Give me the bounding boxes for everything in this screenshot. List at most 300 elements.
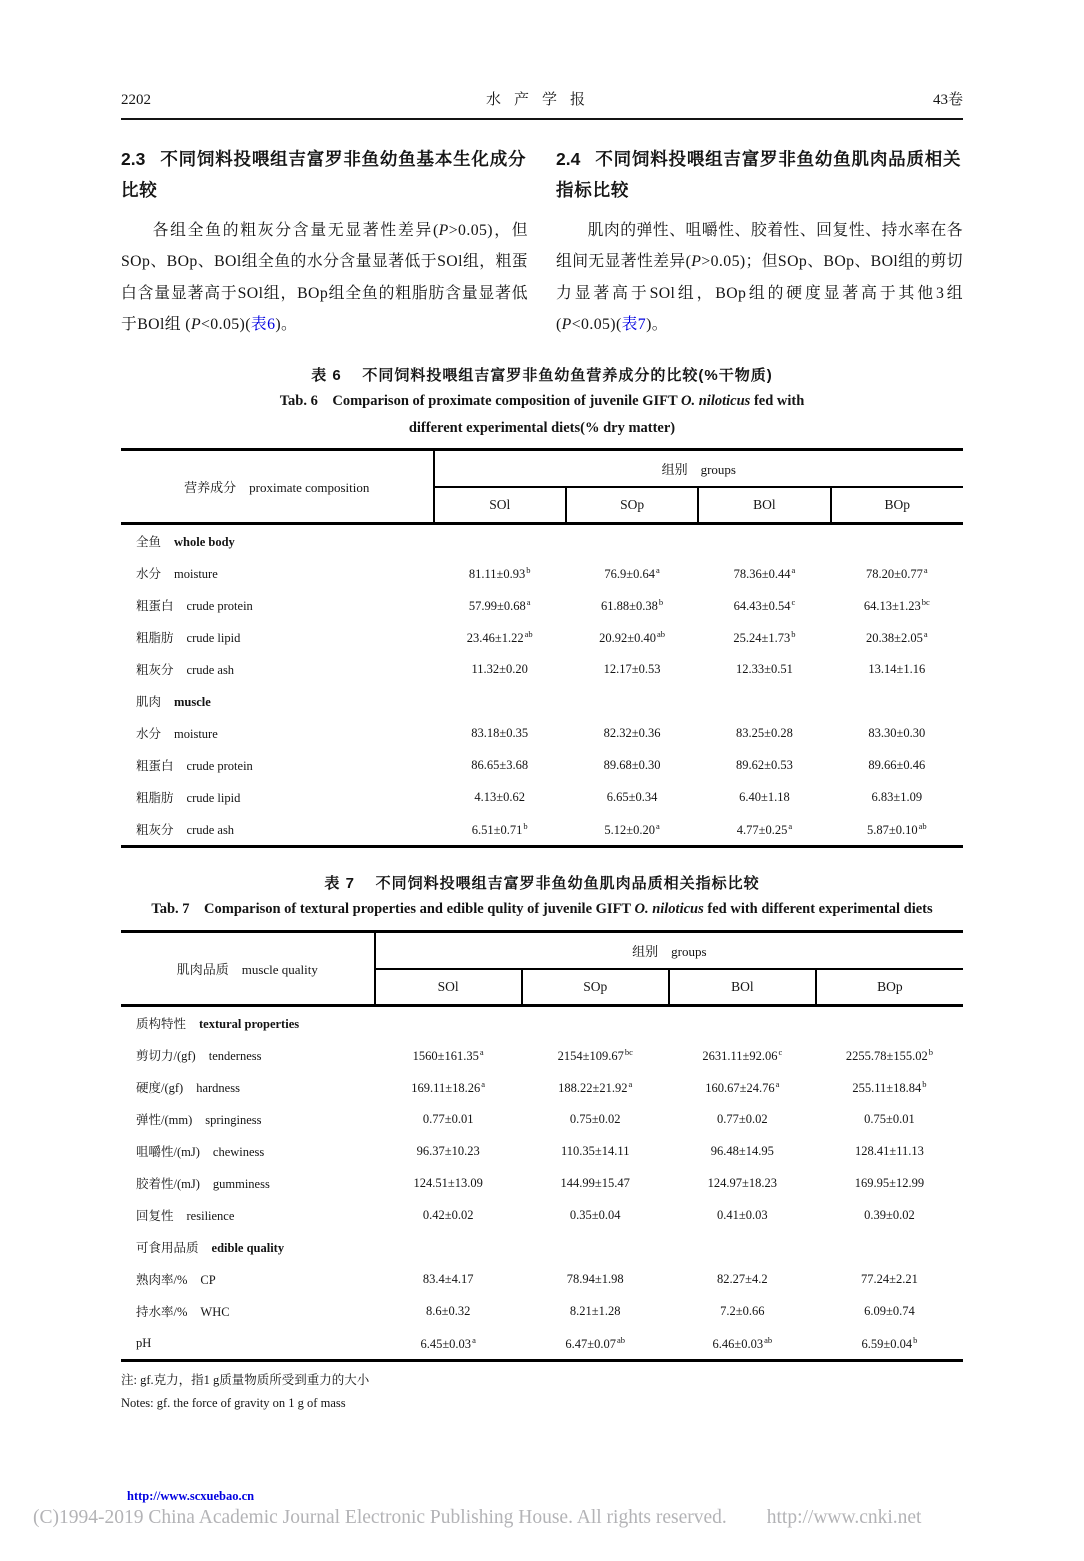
label-text: 25.24±1.73 bbox=[733, 630, 791, 645]
table-row bbox=[121, 781, 963, 813]
text-run: fed with bbox=[750, 392, 805, 409]
label-text: crude lipid bbox=[186, 791, 241, 806]
significance-superscript: b bbox=[791, 628, 796, 639]
label-text: proximate composition bbox=[249, 480, 370, 496]
cell-value bbox=[669, 1071, 816, 1103]
label-text: 12.17±0.53 bbox=[603, 661, 661, 676]
label-text: 6.40±1.18 bbox=[739, 789, 790, 804]
label-text: 20.92±0.40 bbox=[599, 630, 656, 645]
label-text: 83.25±0.28 bbox=[735, 725, 793, 740]
significance-superscript: a bbox=[472, 1334, 476, 1345]
column-header-BOl: BOl bbox=[669, 969, 816, 1006]
table-ref-link[interactable]: 表6 bbox=[250, 315, 276, 333]
row-label bbox=[121, 1295, 375, 1327]
label-text: 硬度/(gf) bbox=[136, 1081, 184, 1096]
label-text: 160.67±24.76 bbox=[705, 1080, 775, 1095]
label-text: crude ash bbox=[186, 823, 235, 838]
label-text: 78.20±0.77 bbox=[865, 566, 923, 581]
row-label bbox=[121, 621, 434, 653]
label-text: crude lipid bbox=[186, 631, 241, 646]
significance-superscript: bc bbox=[921, 596, 930, 607]
label-text: 水分 bbox=[136, 567, 162, 582]
row-label bbox=[121, 1103, 375, 1135]
table7-caption-zh: 表 7 不同饲料投喂组吉富罗非鱼幼鱼肌肉品质相关指标比较 bbox=[324, 875, 760, 893]
cell-value bbox=[566, 653, 698, 685]
label-text: 组别 bbox=[632, 944, 659, 960]
section-title: 不同饲料投喂组吉富罗非鱼幼鱼肌肉品质相关指标比较 bbox=[556, 149, 962, 201]
journal-title: 水产学报 bbox=[485, 92, 598, 108]
section-paragraph bbox=[121, 215, 528, 339]
section-label bbox=[121, 524, 963, 558]
significance-superscript: a bbox=[791, 564, 796, 575]
label-text: 0.75±0.01 bbox=[864, 1111, 915, 1126]
table7-caption-en bbox=[121, 896, 963, 923]
cell-value bbox=[816, 1295, 963, 1327]
text-run: O. niloticus bbox=[681, 392, 751, 409]
significance-superscript: bc bbox=[624, 1046, 633, 1057]
text-run: <0.05)( bbox=[571, 315, 622, 333]
label-text: 5.87±0.10 bbox=[866, 822, 918, 837]
label-text: 肌肉品质 bbox=[176, 962, 229, 978]
section-row bbox=[121, 1231, 963, 1263]
column-header-BOp: BOp bbox=[816, 969, 963, 1006]
label-text: 255.11±18.84 bbox=[852, 1080, 922, 1095]
text-run: O. niloticus bbox=[634, 901, 704, 918]
label-text: 12.33±0.51 bbox=[735, 661, 793, 676]
row-label bbox=[121, 1071, 375, 1103]
cell-value bbox=[831, 589, 963, 621]
cell-value bbox=[434, 717, 566, 749]
label-text: 64.13±1.23 bbox=[863, 598, 921, 613]
label-text: groups bbox=[700, 462, 736, 478]
journal-url-link[interactable]: http://www.scxuebao.cn bbox=[127, 1489, 255, 1503]
table-row bbox=[121, 1295, 963, 1327]
column-header-SOp: SOp bbox=[566, 487, 698, 524]
label-text: 6.09±0.74 bbox=[864, 1303, 915, 1318]
text-run: Tab. 7 Comparison of textural properties and edible qulity of juvenile GIFT bbox=[151, 901, 635, 918]
label-text: 7.2±0.66 bbox=[720, 1303, 765, 1318]
table-row bbox=[121, 813, 963, 847]
label-text: 组别 bbox=[661, 462, 688, 478]
significance-superscript: ab bbox=[656, 628, 666, 639]
text-run: different experimental diets(% dry matter) bbox=[408, 419, 676, 436]
significance-superscript: a bbox=[481, 1078, 485, 1089]
table-row bbox=[121, 589, 963, 621]
cell-value bbox=[375, 1071, 522, 1103]
significance-superscript: a bbox=[923, 628, 928, 639]
column-header-BOl: BOl bbox=[698, 487, 830, 524]
label-text: springiness bbox=[205, 1113, 262, 1128]
label-text: 64.43±0.54 bbox=[733, 598, 791, 613]
significance-superscript: ab bbox=[617, 1334, 626, 1345]
copyright-watermark bbox=[33, 1507, 1053, 1529]
label-text: 124.51±13.09 bbox=[413, 1175, 483, 1190]
cell-value bbox=[831, 653, 963, 685]
muscle-quality-table bbox=[121, 930, 963, 1362]
row-label bbox=[121, 1135, 375, 1167]
label-text: muscle bbox=[174, 695, 211, 710]
label-text: chewiness bbox=[212, 1145, 265, 1160]
label-text: 粗灰分 bbox=[136, 663, 174, 678]
label-text: tenderness bbox=[208, 1049, 262, 1064]
table-row bbox=[121, 1039, 963, 1071]
row-label bbox=[121, 1167, 375, 1199]
row-label bbox=[121, 1327, 375, 1361]
label-text: 5.12±0.20 bbox=[604, 822, 655, 837]
label-text: 6.45±0.03 bbox=[420, 1336, 472, 1351]
label-text: 128.41±11.13 bbox=[854, 1143, 924, 1158]
section-row bbox=[121, 524, 963, 558]
label-text: edible quality bbox=[211, 1241, 285, 1256]
proximate-composition-table bbox=[121, 448, 963, 848]
stub-header bbox=[121, 932, 375, 1006]
cell-value bbox=[669, 1103, 816, 1135]
significance-superscript: b bbox=[913, 1334, 918, 1345]
cell-value bbox=[434, 781, 566, 813]
row-label bbox=[121, 781, 434, 813]
significance-superscript: a bbox=[788, 820, 793, 831]
label-text: 20.38±2.05 bbox=[865, 630, 923, 645]
cell-value bbox=[816, 1039, 963, 1071]
label-text: 89.66±0.46 bbox=[868, 757, 926, 772]
journal-page bbox=[0, 88, 1084, 1561]
label-text: CP bbox=[200, 1273, 216, 1288]
label-text: muscle quality bbox=[241, 962, 318, 978]
significance-superscript: a bbox=[479, 1046, 484, 1057]
section-label bbox=[121, 1006, 963, 1040]
label-text: 188.22±21.92 bbox=[558, 1080, 628, 1095]
label-text: 0.77±0.02 bbox=[717, 1111, 768, 1126]
cell-value bbox=[566, 589, 698, 621]
significance-superscript: b bbox=[526, 564, 531, 575]
label-text: 83.18±0.35 bbox=[471, 725, 529, 740]
label-text: 营养成分 bbox=[184, 480, 237, 496]
label-text: 2631.11±92.06 bbox=[702, 1048, 778, 1063]
label-text: 4.13±0.62 bbox=[474, 789, 526, 804]
table6-caption-zh: 表 6 不同饲料投喂组吉富罗非鱼幼鱼营养成分的比较(%干物质) bbox=[311, 366, 773, 384]
cell-value bbox=[816, 1135, 963, 1167]
text-run: Tab. 6 Comparison of proximate composition of juvenile GIFT bbox=[279, 392, 682, 409]
page-number: 2202 bbox=[121, 92, 151, 108]
label-text: whole body bbox=[174, 535, 235, 550]
groups-header bbox=[375, 932, 963, 970]
row-label bbox=[121, 1199, 375, 1231]
label-text: 169.95±12.99 bbox=[854, 1175, 925, 1190]
cell-value bbox=[816, 1263, 963, 1295]
label-text: 86.65±3.68 bbox=[471, 757, 529, 772]
cell-value bbox=[522, 1071, 669, 1103]
label-text: 78.36±0.44 bbox=[733, 566, 791, 581]
section-number: 2.3 bbox=[121, 149, 146, 169]
label-text: 169.11±18.26 bbox=[411, 1080, 481, 1095]
label-text: 89.62±0.53 bbox=[735, 757, 793, 772]
cell-value bbox=[831, 781, 963, 813]
label-text: hardness bbox=[196, 1081, 240, 1096]
row-label bbox=[121, 813, 434, 847]
table-ref-link[interactable]: 表7 bbox=[621, 315, 647, 333]
label-text: crude protein bbox=[186, 599, 253, 614]
label-text: 粗蛋白 bbox=[136, 759, 174, 774]
label-text: 6.65±0.34 bbox=[606, 789, 658, 804]
text-run: fed with different experimental diets bbox=[703, 901, 933, 918]
row-label bbox=[121, 749, 434, 781]
label-text: 粗蛋白 bbox=[136, 599, 174, 614]
label-text: 回复性 bbox=[136, 1209, 174, 1224]
two-column-body bbox=[121, 144, 963, 340]
label-text: 可食用品质 bbox=[136, 1241, 199, 1256]
label-text: 咀嚼性/(mJ) bbox=[136, 1145, 200, 1160]
label-text: 0.41±0.03 bbox=[717, 1207, 768, 1222]
cell-value bbox=[434, 621, 566, 653]
caption-line bbox=[121, 415, 963, 442]
section-number: 2.4 bbox=[556, 149, 581, 169]
significance-superscript: ab bbox=[764, 1334, 773, 1345]
label-text: 质构特性 bbox=[136, 1017, 187, 1032]
label-text: 0.39±0.02 bbox=[864, 1207, 915, 1222]
row-label bbox=[121, 653, 434, 685]
label-text: 78.94±1.98 bbox=[566, 1271, 624, 1286]
table-notes bbox=[121, 1369, 963, 1415]
significance-superscript: c bbox=[778, 1046, 783, 1057]
label-text: 胶着性/(mJ) bbox=[136, 1177, 200, 1192]
label-text: 0.35±0.04 bbox=[569, 1207, 621, 1222]
label-text: 124.97±18.23 bbox=[707, 1175, 778, 1190]
cell-value bbox=[698, 621, 830, 653]
cell-value bbox=[522, 1167, 669, 1199]
label-text: 4.77±0.25 bbox=[736, 822, 788, 837]
label-text: 13.14±1.16 bbox=[868, 661, 926, 676]
stub-header bbox=[121, 450, 434, 524]
label-text: 2255.78±155.02 bbox=[845, 1048, 928, 1063]
significance-superscript: ab bbox=[524, 628, 533, 639]
cell-value bbox=[522, 1199, 669, 1231]
cell-value bbox=[566, 813, 698, 847]
table-row bbox=[121, 1327, 963, 1361]
text-run: P bbox=[190, 315, 201, 333]
label-text: 23.46±1.22 bbox=[466, 630, 524, 645]
row-label bbox=[121, 1263, 375, 1295]
cell-value bbox=[375, 1103, 522, 1135]
significance-superscript: a bbox=[655, 564, 660, 575]
column-header-SOl: SOl bbox=[375, 969, 522, 1006]
table-row bbox=[121, 1167, 963, 1199]
label-text: 6.51±0.71 bbox=[471, 822, 523, 837]
label-text: 57.99±0.68 bbox=[468, 598, 526, 613]
label-text: 8.21±1.28 bbox=[569, 1303, 621, 1318]
cell-value bbox=[375, 1327, 522, 1361]
cell-value bbox=[522, 1295, 669, 1327]
label-text: 6.83±1.09 bbox=[871, 789, 923, 804]
label-text: 83.30±0.30 bbox=[868, 725, 926, 740]
cell-value bbox=[434, 653, 566, 685]
text-run: >0.05)；但SOp、BOp、BOl组的剪切力显著高于SOl组，BOp组的硬度显著高于其他3组( bbox=[556, 253, 963, 333]
label-text: 0.77±0.01 bbox=[422, 1111, 474, 1126]
text-run: 各组全鱼的粗灰分含量无显著性差异( bbox=[152, 222, 439, 240]
significance-superscript: b bbox=[658, 596, 664, 607]
significance-superscript: a bbox=[526, 596, 531, 607]
label-text: 肌肉 bbox=[136, 695, 162, 710]
significance-superscript: a bbox=[775, 1078, 780, 1089]
section-paragraph bbox=[556, 215, 963, 339]
significance-superscript: ab bbox=[918, 820, 927, 831]
note-zh: 注: gf.克力，指1 g质量物质所受到重力的大小 bbox=[121, 1373, 370, 1388]
row-label bbox=[121, 1039, 375, 1071]
label-text: 6.59±0.04 bbox=[861, 1336, 913, 1351]
cell-value bbox=[816, 1327, 963, 1361]
label-text: 粗灰分 bbox=[136, 823, 174, 838]
cell-value bbox=[816, 1103, 963, 1135]
table-row bbox=[121, 1199, 963, 1231]
table-row bbox=[121, 557, 963, 589]
cell-value bbox=[669, 1167, 816, 1199]
cell-value bbox=[375, 1199, 522, 1231]
label-text: 76.9±0.64 bbox=[604, 566, 655, 581]
section-row bbox=[121, 1006, 963, 1040]
table-row bbox=[121, 749, 963, 781]
significance-superscript: b bbox=[523, 820, 528, 831]
cell-value bbox=[669, 1263, 816, 1295]
note-en: Notes: gf. the force of gravity on 1 g of mass bbox=[121, 1396, 346, 1411]
label-text: 水分 bbox=[136, 727, 162, 742]
table6-caption-en bbox=[121, 388, 963, 442]
cell-value bbox=[375, 1135, 522, 1167]
cell-value bbox=[698, 717, 830, 749]
cell-value bbox=[566, 781, 698, 813]
cell-value bbox=[434, 589, 566, 621]
table-row bbox=[121, 1103, 963, 1135]
label-text: 96.48±14.95 bbox=[710, 1143, 774, 1158]
cell-value bbox=[698, 589, 830, 621]
cell-value bbox=[375, 1167, 522, 1199]
cell-value bbox=[698, 813, 830, 847]
cell-value bbox=[375, 1039, 522, 1071]
cell-value bbox=[698, 557, 830, 589]
label-text: textural properties bbox=[199, 1017, 300, 1032]
cell-value bbox=[375, 1263, 522, 1295]
running-head bbox=[121, 88, 963, 120]
row-label bbox=[121, 589, 434, 621]
label-text: 8.6±0.32 bbox=[425, 1303, 471, 1318]
significance-superscript: a bbox=[655, 820, 660, 831]
section-title: 不同饲料投喂组吉富罗非鱼幼鱼基本生化成分比较 bbox=[121, 149, 527, 201]
text-run: )。 bbox=[275, 315, 298, 333]
table-row bbox=[121, 653, 963, 685]
label-text: 83.4±4.17 bbox=[422, 1271, 474, 1286]
label-text: 熟肉率/% bbox=[136, 1273, 188, 1288]
cell-value bbox=[831, 749, 963, 781]
text-run: 肌肉的弹性、咀嚼性、胶着性、回复性、持水率在各组间无显著性差异( bbox=[556, 222, 963, 271]
cell-value bbox=[669, 1135, 816, 1167]
table-row bbox=[121, 1135, 963, 1167]
cell-value bbox=[698, 653, 830, 685]
significance-superscript: a bbox=[628, 1078, 633, 1089]
label-text: 2154±109.67 bbox=[557, 1048, 624, 1063]
section-2-4 bbox=[556, 144, 963, 340]
cell-value bbox=[434, 813, 566, 847]
label-text: 持水率/% bbox=[136, 1305, 188, 1320]
groups-header bbox=[434, 450, 963, 488]
label-text: 82.27±4.2 bbox=[717, 1271, 768, 1286]
section-heading bbox=[121, 144, 528, 206]
label-text: 6.46±0.03 bbox=[712, 1336, 764, 1351]
label-text: 粗脂肪 bbox=[136, 791, 174, 806]
label-text: 77.24±2.21 bbox=[861, 1271, 918, 1286]
text-run: P bbox=[438, 222, 449, 240]
text-run: P bbox=[691, 253, 702, 271]
caption-line bbox=[121, 896, 963, 923]
label-text: 89.68±0.30 bbox=[603, 757, 661, 772]
cell-value bbox=[831, 717, 963, 749]
label-text: 110.35±14.11 bbox=[561, 1143, 630, 1158]
cell-value bbox=[816, 1199, 963, 1231]
cell-value bbox=[566, 749, 698, 781]
label-text: crude protein bbox=[186, 759, 253, 774]
cell-value bbox=[566, 557, 698, 589]
section-label bbox=[121, 1231, 963, 1263]
text-run: <0.05)( bbox=[201, 315, 251, 333]
significance-superscript: a bbox=[923, 564, 928, 575]
cell-value bbox=[566, 717, 698, 749]
label-text: 1560±161.35 bbox=[412, 1048, 479, 1063]
label-text: gumminess bbox=[212, 1177, 270, 1192]
volume-number: 43卷 bbox=[932, 92, 963, 108]
copyright-text: (C)1994-2019 China Academic Journal Electronic Publishing House. All rights reserved. bbox=[33, 1507, 727, 1528]
label-text: 11.32±0.20 bbox=[471, 661, 528, 676]
cell-value bbox=[522, 1039, 669, 1071]
cell-value bbox=[522, 1327, 669, 1361]
label-text: 96.37±10.23 bbox=[416, 1143, 480, 1158]
cell-value bbox=[434, 749, 566, 781]
label-text: moisture bbox=[174, 727, 218, 742]
label-text: pH bbox=[136, 1335, 152, 1350]
table-row bbox=[121, 1071, 963, 1103]
significance-superscript: b bbox=[922, 1078, 927, 1089]
cell-value bbox=[375, 1295, 522, 1327]
cell-value bbox=[669, 1199, 816, 1231]
label-text: 全鱼 bbox=[136, 535, 162, 550]
cell-value bbox=[831, 557, 963, 589]
text-run: >0.05)，但SOp、BOp、BOl组全鱼的水分含量显著低于SOl组，粗蛋白含量显著高于SOl组，BOp组全鱼的粗脂肪含量显著低于BOl组 ( bbox=[121, 222, 529, 333]
label-text: crude ash bbox=[186, 663, 235, 678]
cell-value bbox=[831, 813, 963, 847]
label-text: groups bbox=[671, 944, 707, 960]
label-text: moisture bbox=[174, 567, 218, 582]
cell-value bbox=[698, 749, 830, 781]
label-text: 0.75±0.02 bbox=[569, 1111, 621, 1126]
cell-value bbox=[434, 557, 566, 589]
section-label bbox=[121, 685, 963, 717]
label-text: 剪切力/(gf) bbox=[136, 1049, 196, 1064]
label-text: 6.47±0.07 bbox=[565, 1336, 617, 1351]
section-2-3 bbox=[121, 144, 528, 340]
row-label bbox=[121, 717, 434, 749]
cell-value bbox=[522, 1103, 669, 1135]
cell-value bbox=[566, 621, 698, 653]
cell-value bbox=[669, 1295, 816, 1327]
cell-value bbox=[522, 1135, 669, 1167]
column-header-SOp: SOp bbox=[522, 969, 669, 1006]
column-header-BOp: BOp bbox=[831, 487, 963, 524]
table-row bbox=[121, 621, 963, 653]
text-run: )。 bbox=[646, 315, 668, 333]
text-run: P bbox=[561, 315, 572, 333]
label-text: WHC bbox=[200, 1305, 230, 1320]
label-text: 0.42±0.02 bbox=[422, 1207, 474, 1222]
cell-value bbox=[698, 781, 830, 813]
cell-value bbox=[669, 1039, 816, 1071]
significance-superscript: c bbox=[791, 596, 796, 607]
label-text: 粗脂肪 bbox=[136, 631, 174, 646]
